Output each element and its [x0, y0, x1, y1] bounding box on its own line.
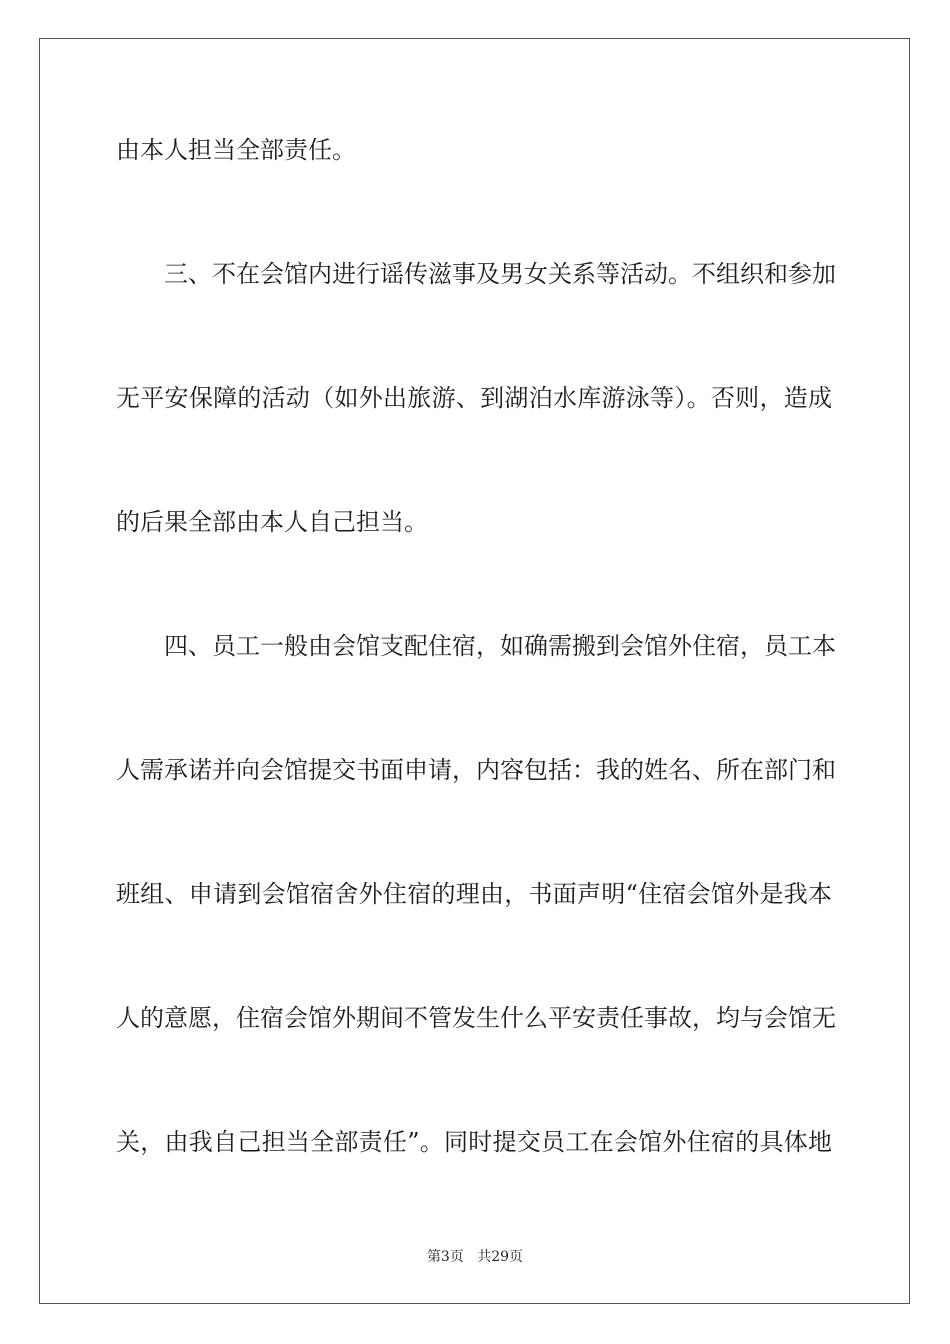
paragraph-line: 由本人担当全部责任。: [116, 136, 356, 164]
paragraph-line: 班组、申请到会馆宿舍外住宿的理由，书面声明“住宿会馆外是我本: [116, 880, 832, 908]
page-footer: [0, 1248, 950, 1266]
paragraph-line: 人需承诺并向会馆提交书面申请，内容包括：我的姓名、所在部门和: [116, 756, 836, 784]
paragraph-line: 三、不在会馆内进行谣传滋事及男女关系等活动。不组织和参加: [164, 260, 836, 288]
paragraph-line: 四、员工一般由会馆支配住宿，如确需搬到会馆外住宿，员工本: [164, 632, 836, 660]
page-total: 共29页: [477, 1249, 524, 1265]
paragraph-line: 的后果全部由本人自己担当。: [116, 508, 428, 536]
paragraph-line: 关，由我自己担当全部责任”。同时提交员工在会馆外住宿的具体地: [116, 1128, 832, 1156]
page-border: [39, 38, 910, 1304]
paragraph-line: 无平安保障的活动（如外出旅游、到湖泊水库游泳等）。否则，造成: [116, 384, 832, 412]
page-number: 第3页: [426, 1249, 464, 1265]
paragraph-line: 人的意愿，住宿会馆外期间不管发生什么平安责任事故，均与会馆无: [116, 1004, 836, 1032]
